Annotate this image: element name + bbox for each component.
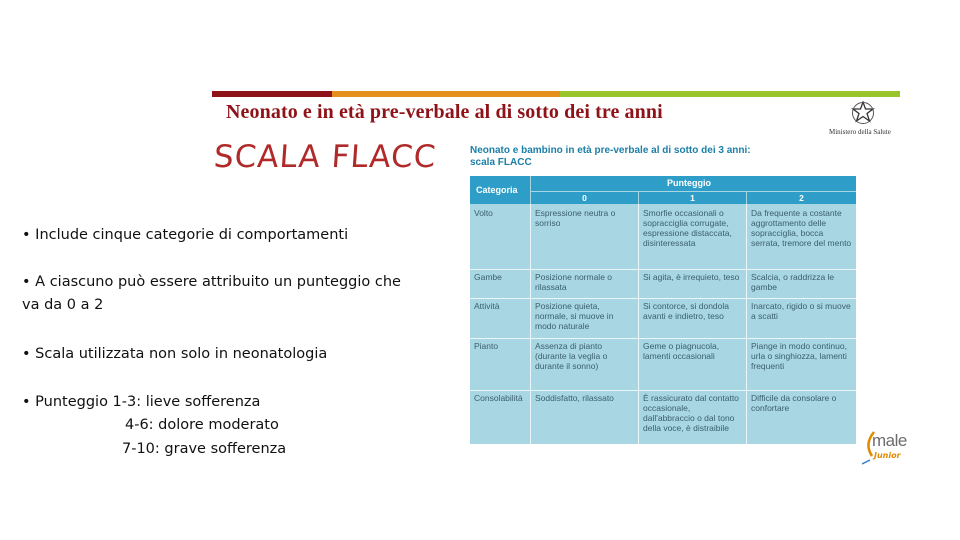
table-title (470, 145, 790, 169)
header-score-2: 2 (747, 192, 856, 204)
row-pianto-score-1: Geme o piagnucola, lamenti occasionali (643, 341, 720, 361)
row-gambe-category: Gambe (474, 272, 502, 282)
row-pianto-score-0: Assenza di pianto (durante la veglia o durante il sonno) (535, 341, 608, 371)
row-attivita-category: Attività (474, 301, 500, 311)
row-consolabilita-score-2: Difficile da consolare o confortare (751, 393, 837, 413)
table-title-line2: scala FLACC (470, 157, 532, 168)
bullet-score-range: • A ciascuno può essere attribuito un punteggio che (22, 274, 401, 290)
header-category: Categoria (476, 185, 518, 195)
row-consolabilita-score-0: Soddisfatto, rilassato (535, 393, 614, 403)
header-category-cell (470, 176, 530, 204)
row-gambe-score-1: Si agita, è irrequieto, teso (643, 272, 740, 282)
bullet-score-moderate: 4-6: dolore moderato (125, 417, 279, 433)
row-attivita-score-1: Si contorce, si dondola avanti e indietro, teso (643, 301, 729, 321)
row-attivita-score-2: Inarcato, rigido o si muove a scatti (751, 301, 851, 321)
header-score-cell (531, 176, 856, 191)
bullet-score-mild: • Punteggio 1-3: lieve sofferenza (22, 394, 261, 410)
ministry-emblem-icon (851, 101, 875, 125)
table-title-line1: Neonato e bambino in età pre-verbale al di sotto dei 3 anni: (470, 145, 751, 156)
row-volto-category: Volto (474, 208, 493, 218)
bullet-categories: • Include cinque categorie di comportamenti (22, 227, 349, 243)
ministry-label: Ministero della Salute (829, 128, 891, 136)
scale-title: SCALA FLACC (212, 139, 438, 175)
bar-segment-green (560, 91, 900, 97)
header-score-0: 0 (531, 192, 638, 204)
bar-segment-red (212, 91, 332, 97)
bullet-usage: • Scala utilizzata non solo in neonatologia (22, 346, 328, 362)
flacc-table (470, 176, 856, 444)
row-attivita-score-0: Posizione quieta, normale, si muove in modo naturale (535, 301, 614, 331)
row-gambe-score-0: Posizione normale o rilassata (535, 272, 613, 292)
row-volto-score-1: Smorfie occasionali o sopracciglia corrugate, espressione distaccata, disinteressata (643, 208, 732, 248)
title-color-bar (212, 91, 900, 97)
row-consolabilita-score-1: È rassicurato dal contatto occasionale, dall'abbraccio o dal tono della voce, è distraibile (643, 393, 739, 433)
page-title: Neonato e in età pre-verbale al di sotto dei tre anni (226, 101, 663, 123)
header-score-1: 1 (639, 192, 746, 204)
logo-subtext: Junior (874, 451, 901, 460)
row-gambe-score-2: Scalcia, o raddrizza le gambe (751, 272, 835, 292)
row-pianto-category: Pianto (474, 341, 499, 351)
row-consolabilita-category: Consolabilità (474, 393, 523, 403)
bullet-score-severe: 7-10: grave sofferenza (122, 441, 287, 457)
bullet-score-range-cont: va da 0 a 2 (22, 297, 104, 313)
bar-segment-orange (332, 91, 560, 97)
row-volto-score-0: Espressione neutra o sorriso (535, 208, 616, 228)
logo-text: male (872, 431, 907, 450)
header-score: Punteggio (667, 178, 711, 188)
row-volto-score-2: Da frequente a costante aggrottamento delle sopracciglia, bocca serrata, tremore del mento (751, 208, 852, 248)
row-pianto-score-2: Piange in modo continuo, urla o singhiozza, lamenti frequenti (751, 341, 847, 371)
